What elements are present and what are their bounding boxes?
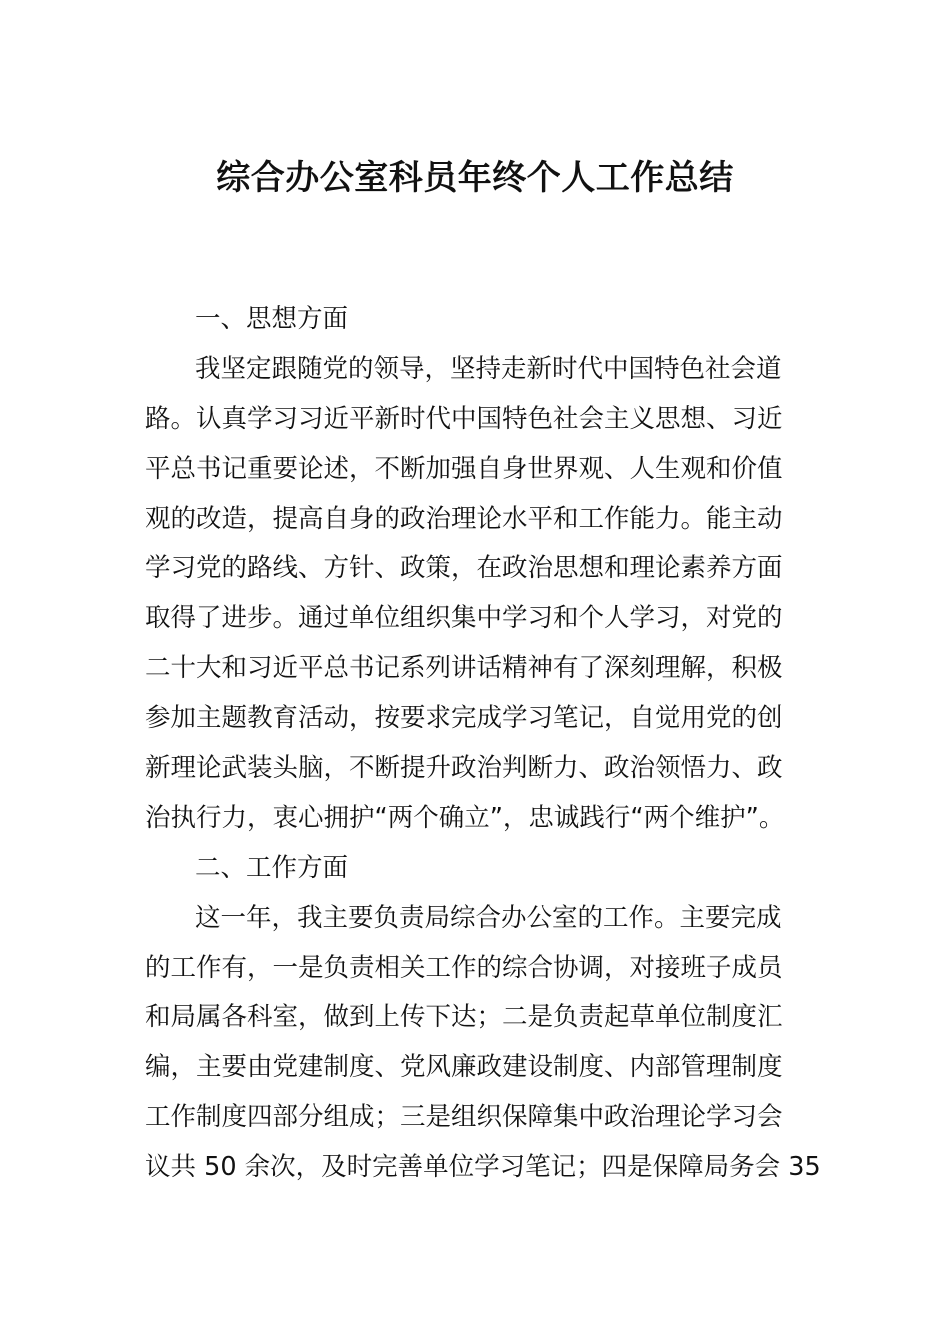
document-body xyxy=(145,295,821,1193)
paragraph-line: 新理论武装头脑，不断提升政治判断力、政治领悟力、政 xyxy=(145,753,783,784)
section-heading-work: 二、工作方面 xyxy=(195,852,349,883)
paragraph-line: 编，主要由党建制度、党风廉政建设制度、内部管理制度 xyxy=(145,1052,783,1083)
paragraph-line: 观的改造，提高自身的政治理论水平和工作能力。能主动 xyxy=(145,503,783,534)
paragraph-line: 学习党的路线、方针、政策，在政治思想和理论素养方面 xyxy=(145,553,783,584)
paragraph-line: 我坚定跟随党的领导，坚持走新时代中国特色社会道 xyxy=(195,353,782,384)
paragraph-line: 参加主题教育活动，按要求完成学习笔记，自觉用党的创 xyxy=(145,703,783,734)
paragraph-line: 这一年，我主要负责局综合办公室的工作。主要完成 xyxy=(195,902,782,933)
paragraph-line: 治执行力，衷心拥护“两个确立”，忠诚践行“两个维护”。 xyxy=(145,802,785,833)
section-heading-thought: 一、思想方面 xyxy=(195,304,349,334)
paragraph-line: 的工作有，一是负责相关工作的综合协调，对接班子成员 xyxy=(145,952,783,983)
paragraph-line: 平总书记重要论述，不断加强自身世界观、人生观和价值 xyxy=(145,453,783,484)
paragraph-line: 议共 50 余次，及时完善单位学习笔记；四是保障局务会 35 xyxy=(145,1152,821,1183)
paragraph-line: 二十大和习近平总书记系列讲话精神有了深刻理解，积极 xyxy=(145,653,783,684)
document-title: 综合办公室科员年终个人工作总结 xyxy=(216,158,734,198)
paragraph-line: 路。认真学习习近平新时代中国特色社会主义思想、习近 xyxy=(145,403,783,434)
paragraph-line: 和局属各科室，做到上传下达；二是负责起草单位制度汇 xyxy=(145,1002,783,1033)
paragraph-line: 工作制度四部分组成；三是组织保障集中政治理论学习会 xyxy=(145,1102,783,1133)
paragraph-line: 取得了进步。通过单位组织集中学习和个人学习，对党的 xyxy=(145,603,783,634)
